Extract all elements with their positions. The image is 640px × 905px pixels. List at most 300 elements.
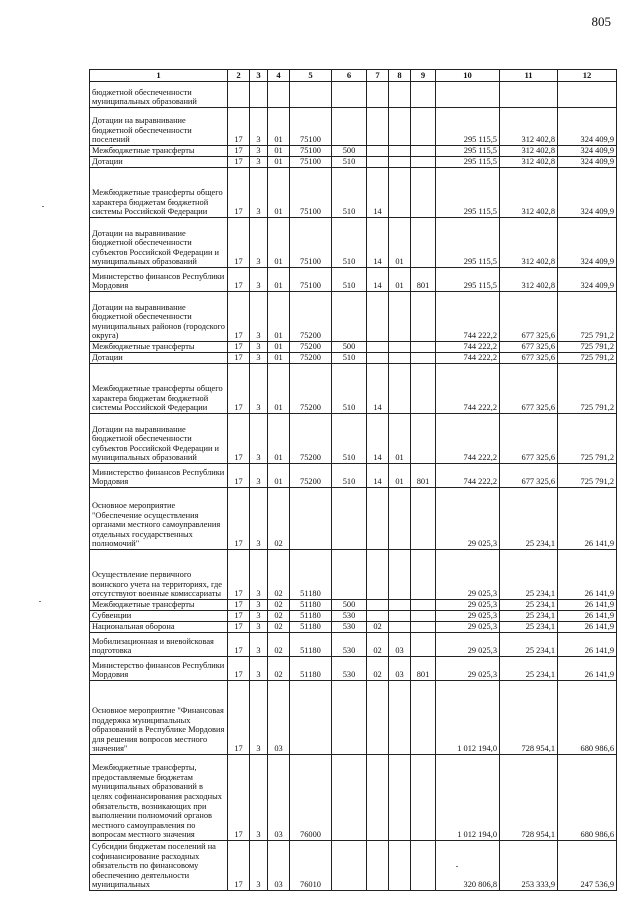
table-row [90, 488, 617, 550]
amount-cell: 324 409,9 [558, 146, 617, 157]
code-cell [389, 82, 411, 108]
code-cell: 01 [268, 353, 290, 364]
code-cell: 14 [367, 364, 389, 414]
code-cell: 17 [228, 268, 250, 292]
scan-speck [39, 601, 41, 602]
code-cell: 17 [228, 657, 250, 681]
code-cell [290, 488, 332, 550]
code-cell: 3 [250, 146, 268, 157]
code-cell: 510 [332, 353, 367, 364]
code-cell: 3 [250, 353, 268, 364]
amount-cell: 324 409,9 [558, 218, 617, 268]
column-header: 12 [558, 70, 617, 82]
amount-cell: 1 012 194,0 [436, 755, 500, 841]
code-cell: 17 [228, 464, 250, 488]
code-cell [290, 82, 332, 108]
code-cell: 500 [332, 600, 367, 611]
row-name-cell: Межбюджетные трансферты [90, 600, 228, 611]
code-cell [389, 755, 411, 841]
code-cell [411, 82, 436, 108]
table-row [90, 268, 617, 292]
code-cell [411, 342, 436, 353]
code-cell: 03 [389, 657, 411, 681]
row-name-cell: Национальная оборона [90, 622, 228, 633]
code-cell: 03 [268, 841, 290, 891]
amount-cell: 312 402,8 [500, 268, 558, 292]
row-name-cell: Основное мероприятие "Финансовая поддержка муниципальных образований в Республике Мордовия для решения вопросов местного значения" [90, 681, 228, 755]
code-cell: 3 [250, 414, 268, 464]
code-cell: 03 [268, 755, 290, 841]
amount-cell: 680 986,6 [558, 681, 617, 755]
code-cell: 530 [332, 657, 367, 681]
code-cell [332, 488, 367, 550]
code-cell [367, 550, 389, 600]
code-cell: 75100 [290, 168, 332, 218]
row-name-cell: Министерство финансов Республики Мордовия [90, 657, 228, 681]
code-cell [411, 600, 436, 611]
code-cell [250, 82, 268, 108]
code-cell: 01 [268, 292, 290, 342]
code-cell: 02 [268, 611, 290, 622]
amount-cell: 312 402,8 [500, 218, 558, 268]
amount-cell: 295 115,5 [436, 218, 500, 268]
code-cell: 3 [250, 622, 268, 633]
code-cell: 14 [367, 168, 389, 218]
row-name-cell: Мобилизационная и вневойсковая подготовка [90, 633, 228, 657]
code-cell: 02 [268, 657, 290, 681]
code-cell: 01 [389, 268, 411, 292]
amount-cell: 744 222,2 [436, 353, 500, 364]
code-cell: 02 [367, 657, 389, 681]
amount-cell: 26 141,9 [558, 633, 617, 657]
table-row [90, 633, 617, 657]
row-name-cell: Межбюджетные трансферты [90, 146, 228, 157]
row-name-cell: Дотации на выравнивание бюджетной обеспеченности субъектов Российской Федерации и муниципальных образований [90, 414, 228, 464]
code-cell: 51180 [290, 633, 332, 657]
row-name-cell: Министерство финансов Республики Мордовия [90, 464, 228, 488]
code-cell: 01 [389, 218, 411, 268]
amount-cell: 295 115,5 [436, 268, 500, 292]
amount-cell: 25 234,1 [500, 611, 558, 622]
code-cell: 17 [228, 364, 250, 414]
row-name-cell: Субвенции [90, 611, 228, 622]
code-cell: 801 [411, 464, 436, 488]
amount-cell: 29 025,3 [436, 633, 500, 657]
table-row [90, 657, 617, 681]
code-cell: 75100 [290, 157, 332, 168]
amount-cell: 677 325,6 [500, 353, 558, 364]
amount-cell: 725 791,2 [558, 342, 617, 353]
row-name-cell: Министерство финансов Республики Мордовия [90, 268, 228, 292]
code-cell [389, 622, 411, 633]
code-cell: 75200 [290, 342, 332, 353]
code-cell: 01 [389, 414, 411, 464]
code-cell [367, 353, 389, 364]
code-cell: 530 [332, 622, 367, 633]
code-cell [411, 414, 436, 464]
code-cell [367, 611, 389, 622]
code-cell [411, 168, 436, 218]
code-cell [389, 292, 411, 342]
amount-cell: 26 141,9 [558, 622, 617, 633]
code-cell: 03 [389, 633, 411, 657]
amount-cell: 25 234,1 [500, 622, 558, 633]
code-cell: 14 [367, 218, 389, 268]
code-cell: 02 [268, 600, 290, 611]
code-cell: 75100 [290, 108, 332, 146]
code-cell: 17 [228, 600, 250, 611]
amount-cell: 744 222,2 [436, 464, 500, 488]
amount-cell: 29 025,3 [436, 611, 500, 622]
amount-cell: 312 402,8 [500, 157, 558, 168]
amount-cell: 29 025,3 [436, 550, 500, 600]
code-cell: 14 [367, 268, 389, 292]
code-cell: 01 [268, 157, 290, 168]
amount-cell: 728 954,1 [500, 755, 558, 841]
code-cell: 17 [228, 168, 250, 218]
amount-cell: 728 954,1 [500, 681, 558, 755]
code-cell: 17 [228, 681, 250, 755]
amount-cell: 324 409,9 [558, 268, 617, 292]
amount-cell: 26 141,9 [558, 611, 617, 622]
code-cell [268, 82, 290, 108]
code-cell [367, 146, 389, 157]
code-cell: 02 [268, 488, 290, 550]
code-cell [411, 681, 436, 755]
code-cell [367, 755, 389, 841]
code-cell: 3 [250, 657, 268, 681]
code-cell: 01 [268, 364, 290, 414]
code-cell: 51180 [290, 550, 332, 600]
code-cell: 17 [228, 353, 250, 364]
code-cell: 3 [250, 600, 268, 611]
table-row [90, 364, 617, 414]
amount-cell: 324 409,9 [558, 108, 617, 146]
amount-cell: 26 141,9 [558, 600, 617, 611]
code-cell [332, 681, 367, 755]
code-cell: 75100 [290, 146, 332, 157]
code-cell [389, 168, 411, 218]
row-name-cell: Осуществление первичного воинского учета на территориях, где отсутствуют военные комиссариаты [90, 550, 228, 600]
code-cell: 14 [367, 464, 389, 488]
code-cell: 01 [268, 414, 290, 464]
amount-cell: 324 409,9 [558, 168, 617, 218]
table-row [90, 168, 617, 218]
code-cell [411, 364, 436, 414]
code-cell: 17 [228, 342, 250, 353]
code-cell [411, 622, 436, 633]
code-cell: 01 [268, 464, 290, 488]
code-cell [411, 755, 436, 841]
amount-cell: 677 325,6 [500, 292, 558, 342]
code-cell: 75100 [290, 218, 332, 268]
table-row [90, 108, 617, 146]
code-cell: 02 [268, 550, 290, 600]
amount-cell [558, 82, 617, 108]
column-header: 5 [290, 70, 332, 82]
code-cell [367, 157, 389, 168]
amount-cell: 324 409,9 [558, 157, 617, 168]
code-cell: 17 [228, 218, 250, 268]
code-cell: 03 [268, 681, 290, 755]
amount-cell: 25 234,1 [500, 633, 558, 657]
code-cell: 3 [250, 342, 268, 353]
code-cell: 17 [228, 755, 250, 841]
amount-cell: 25 234,1 [500, 488, 558, 550]
column-header: 9 [411, 70, 436, 82]
code-cell [411, 611, 436, 622]
code-cell [411, 108, 436, 146]
amount-cell: 312 402,8 [500, 146, 558, 157]
code-cell: 510 [332, 168, 367, 218]
row-name-cell: Основное мероприятие "Обеспечение осуществления органами местного самоуправления отдельных государственных полномочий" [90, 488, 228, 550]
amount-cell: 253 333,9 [500, 841, 558, 891]
row-name-cell: бюджетной обеспеченности муниципальных образований [90, 82, 228, 108]
code-cell: 3 [250, 108, 268, 146]
row-name-cell: Межбюджетные трансферты [90, 342, 228, 353]
table-row [90, 841, 617, 891]
code-cell [411, 550, 436, 600]
code-cell: 75200 [290, 292, 332, 342]
code-cell: 17 [228, 414, 250, 464]
code-cell [389, 157, 411, 168]
code-cell [389, 550, 411, 600]
amount-cell: 247 536,9 [558, 841, 617, 891]
table-row [90, 622, 617, 633]
column-header: 11 [500, 70, 558, 82]
code-cell: 3 [250, 633, 268, 657]
code-cell: 3 [250, 157, 268, 168]
code-cell: 75200 [290, 364, 332, 414]
code-cell [367, 488, 389, 550]
code-cell: 14 [367, 414, 389, 464]
column-header: 2 [228, 70, 250, 82]
code-cell: 75100 [290, 268, 332, 292]
budget-table [89, 69, 617, 891]
amount-cell: 29 025,3 [436, 488, 500, 550]
amount-cell: 312 402,8 [500, 168, 558, 218]
code-cell [389, 146, 411, 157]
code-cell: 01 [268, 268, 290, 292]
table-row [90, 218, 617, 268]
code-cell: 3 [250, 681, 268, 755]
code-cell [411, 353, 436, 364]
code-cell [367, 342, 389, 353]
amount-cell: 320 806,8 [436, 841, 500, 891]
row-name-cell: Субсидии бюджетам поселений на софинансирование расходных обязательств по финансовому обеспечению деятельности муниципальных [90, 841, 228, 891]
amount-cell: 26 141,9 [558, 488, 617, 550]
code-cell: 17 [228, 633, 250, 657]
amount-cell: 680 986,6 [558, 755, 617, 841]
code-cell: 510 [332, 268, 367, 292]
code-cell: 510 [332, 464, 367, 488]
amount-cell: 1 012 194,0 [436, 681, 500, 755]
code-cell [389, 841, 411, 891]
code-cell: 3 [250, 218, 268, 268]
code-cell: 17 [228, 841, 250, 891]
code-cell [389, 364, 411, 414]
column-header: 7 [367, 70, 389, 82]
amount-cell: 295 115,5 [436, 108, 500, 146]
row-name-cell: Дотации [90, 157, 228, 168]
code-cell: 51180 [290, 611, 332, 622]
amount-cell: 29 025,3 [436, 622, 500, 633]
scan-speck [456, 866, 458, 867]
code-cell: 17 [228, 146, 250, 157]
code-cell: 510 [332, 218, 367, 268]
code-cell: 801 [411, 268, 436, 292]
code-cell: 3 [250, 841, 268, 891]
column-header: 10 [436, 70, 500, 82]
code-cell: 3 [250, 464, 268, 488]
code-cell [367, 841, 389, 891]
code-cell [411, 218, 436, 268]
table-row [90, 353, 617, 364]
code-cell: 3 [250, 168, 268, 218]
amount-cell: 26 141,9 [558, 657, 617, 681]
code-cell: 75200 [290, 414, 332, 464]
code-cell: 02 [367, 622, 389, 633]
code-cell: 01 [389, 464, 411, 488]
code-cell: 3 [250, 550, 268, 600]
amount-cell: 677 325,6 [500, 364, 558, 414]
code-cell: 17 [228, 622, 250, 633]
amount-cell: 725 791,2 [558, 464, 617, 488]
code-cell: 01 [268, 146, 290, 157]
code-cell [389, 681, 411, 755]
table-row [90, 292, 617, 342]
code-cell [411, 292, 436, 342]
amount-cell: 26 141,9 [558, 550, 617, 600]
column-header: 1 [90, 70, 228, 82]
code-cell: 3 [250, 488, 268, 550]
row-name-cell: Межбюджетные трансферты общего характера бюджетам бюджетной системы Российской Федерации [90, 364, 228, 414]
table-row [90, 550, 617, 600]
amount-cell: 29 025,3 [436, 657, 500, 681]
code-cell: 510 [332, 364, 367, 414]
amount-cell: 25 234,1 [500, 657, 558, 681]
amount-cell: 677 325,6 [500, 464, 558, 488]
code-cell: 801 [411, 657, 436, 681]
code-cell: 02 [367, 633, 389, 657]
code-cell [332, 292, 367, 342]
code-cell: 17 [228, 611, 250, 622]
code-cell [411, 488, 436, 550]
amount-cell: 744 222,2 [436, 414, 500, 464]
amount-cell: 744 222,2 [436, 342, 500, 353]
amount-cell: 312 402,8 [500, 108, 558, 146]
code-cell: 51180 [290, 622, 332, 633]
code-cell [228, 82, 250, 108]
row-name-cell: Дотации на выравнивание бюджетной обеспеченности субъектов Российской Федерации и муниципальных образований [90, 218, 228, 268]
code-cell: 01 [268, 168, 290, 218]
code-cell: 3 [250, 755, 268, 841]
code-cell: 500 [332, 342, 367, 353]
table-row [90, 342, 617, 353]
amount-cell: 295 115,5 [436, 168, 500, 218]
column-header: 8 [389, 70, 411, 82]
table-row [90, 157, 617, 168]
code-cell: 01 [268, 108, 290, 146]
code-cell [389, 600, 411, 611]
code-cell [332, 755, 367, 841]
code-cell: 17 [228, 157, 250, 168]
code-cell [389, 342, 411, 353]
row-name-cell: Дотации на выравнивание бюджетной обеспеченности муниципальных районов (городского округа) [90, 292, 228, 342]
amount-cell: 25 234,1 [500, 600, 558, 611]
code-cell [367, 600, 389, 611]
code-cell [389, 108, 411, 146]
code-cell: 02 [268, 633, 290, 657]
page-number: 805 [591, 14, 611, 29]
code-cell [389, 353, 411, 364]
code-cell: 17 [228, 292, 250, 342]
code-cell [411, 633, 436, 657]
table-row [90, 82, 617, 108]
amount-cell: 295 115,5 [436, 157, 500, 168]
table-row [90, 681, 617, 755]
table-row [90, 600, 617, 611]
code-cell [332, 550, 367, 600]
table-row [90, 414, 617, 464]
code-cell [389, 611, 411, 622]
code-cell [332, 841, 367, 891]
code-cell: 02 [268, 622, 290, 633]
code-cell [367, 292, 389, 342]
code-cell [389, 488, 411, 550]
code-cell [332, 108, 367, 146]
code-cell: 51180 [290, 600, 332, 611]
amount-cell [500, 82, 558, 108]
code-cell: 17 [228, 550, 250, 600]
code-cell [411, 146, 436, 157]
code-cell: 51180 [290, 657, 332, 681]
code-cell [411, 157, 436, 168]
amount-cell: 677 325,6 [500, 414, 558, 464]
code-cell: 01 [268, 218, 290, 268]
code-cell: 510 [332, 157, 367, 168]
amount-cell: 725 791,2 [558, 414, 617, 464]
amount-cell: 725 791,2 [558, 353, 617, 364]
code-cell: 530 [332, 633, 367, 657]
amount-cell: 29 025,3 [436, 600, 500, 611]
code-cell: 530 [332, 611, 367, 622]
code-cell: 3 [250, 292, 268, 342]
code-cell [367, 681, 389, 755]
table-row [90, 464, 617, 488]
table-body [90, 82, 617, 891]
table-row [90, 146, 617, 157]
code-cell [411, 841, 436, 891]
row-name-cell: Межбюджетные трансферты, предоставляемые бюджетам муниципальных образований в целях софинансирования расходных обязательств, возникающих при выполнении полномочий органов местного самоуправления по вопросам местного значения [90, 755, 228, 841]
code-cell [290, 681, 332, 755]
code-cell: 76000 [290, 755, 332, 841]
scan-speck [42, 206, 44, 207]
header-row [90, 70, 617, 82]
amount-cell: 25 234,1 [500, 550, 558, 600]
amount-cell: 295 115,5 [436, 146, 500, 157]
row-name-cell: Межбюджетные трансферты общего характера бюджетам бюджетной системы Российской Федерации [90, 168, 228, 218]
code-cell [367, 108, 389, 146]
amount-cell: 725 791,2 [558, 292, 617, 342]
amount-cell [436, 82, 500, 108]
code-cell: 17 [228, 488, 250, 550]
row-name-cell: Дотации [90, 353, 228, 364]
code-cell: 500 [332, 146, 367, 157]
code-cell: 3 [250, 268, 268, 292]
table-row [90, 611, 617, 622]
code-cell: 75200 [290, 464, 332, 488]
